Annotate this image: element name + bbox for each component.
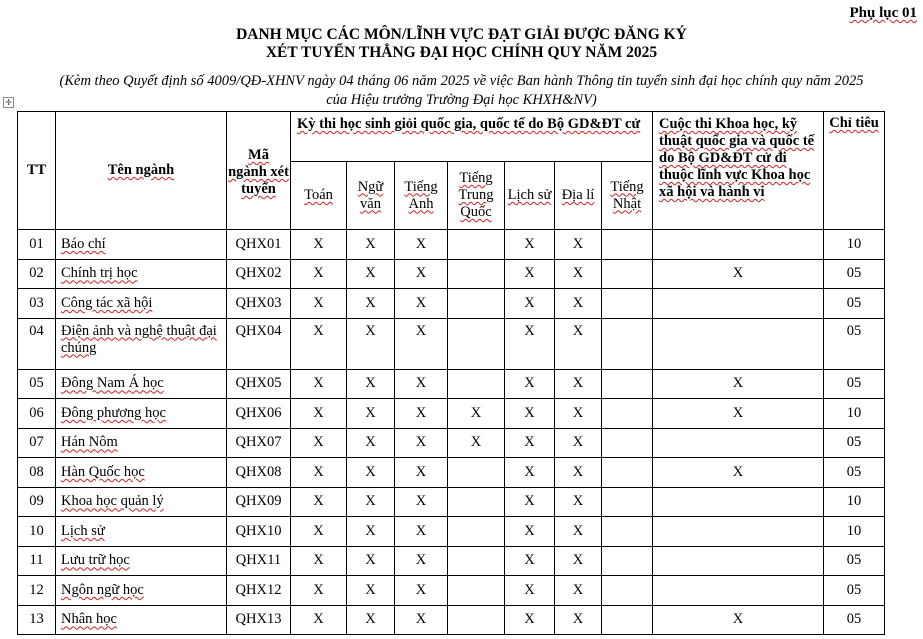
header-quota: Chỉ tiêu bbox=[824, 112, 885, 230]
table-row bbox=[18, 230, 885, 260]
subject-mark: X bbox=[395, 369, 448, 399]
table-row bbox=[18, 576, 885, 606]
science-contest-mark bbox=[653, 487, 824, 517]
subject-mark: X bbox=[395, 318, 448, 369]
table-row bbox=[18, 517, 885, 547]
subject-mark: X bbox=[505, 369, 555, 399]
row-number: 04 bbox=[18, 318, 56, 369]
major-code: QHX01 bbox=[227, 230, 291, 260]
major-name: Đông Nam Á học bbox=[56, 369, 227, 399]
subject-mark bbox=[448, 369, 505, 399]
subject-mark: X bbox=[347, 399, 395, 429]
subject-mark: X bbox=[505, 428, 555, 458]
header-subject: Toán bbox=[291, 162, 347, 230]
subject-mark bbox=[602, 576, 653, 606]
row-number: 08 bbox=[18, 458, 56, 488]
science-contest-mark bbox=[653, 576, 824, 606]
table-row bbox=[18, 428, 885, 458]
major-name: Lưu trữ học bbox=[56, 546, 227, 576]
appendix-label: Phụ lục 01 bbox=[849, 5, 917, 21]
header-subject: Địa lí bbox=[555, 162, 602, 230]
subtitle-line2: của Hiệu trưởng Trường Đại học KHXH&NV) bbox=[326, 92, 597, 108]
major-name: Nhân học bbox=[56, 605, 227, 635]
table-row bbox=[18, 318, 885, 369]
header-subject: Lịch sử bbox=[505, 162, 555, 230]
subject-mark: X bbox=[395, 546, 448, 576]
quota-value: 05 bbox=[824, 546, 885, 576]
major-code: QHX05 bbox=[227, 369, 291, 399]
major-name: Điện ảnh và nghệ thuật đại chúng bbox=[56, 318, 227, 369]
subject-mark: X bbox=[347, 576, 395, 606]
subject-mark: X bbox=[505, 458, 555, 488]
table-row bbox=[18, 259, 885, 289]
subject-mark: X bbox=[291, 369, 347, 399]
header-major-code: Mã ngành xét tuyển bbox=[227, 112, 291, 230]
science-contest-mark: X bbox=[653, 369, 824, 399]
subject-mark: X bbox=[555, 517, 602, 547]
science-contest-mark: X bbox=[653, 605, 824, 635]
major-code: QHX03 bbox=[227, 289, 291, 319]
move-handle-icon[interactable]: ✛ bbox=[3, 97, 14, 108]
science-contest-mark: X bbox=[653, 399, 824, 429]
subject-mark: X bbox=[555, 259, 602, 289]
row-number: 12 bbox=[18, 576, 56, 606]
subject-mark: X bbox=[395, 230, 448, 260]
header-tt: TT bbox=[18, 112, 56, 230]
quota-value: 05 bbox=[824, 289, 885, 319]
major-name: Báo chí bbox=[56, 230, 227, 260]
document-title-line1: DANH MỤC CÁC MÔN/LĨNH VỰC ĐẠT GIẢI ĐƯỢC ĐĂNG KÝ bbox=[236, 26, 687, 43]
major-code: QHX04 bbox=[227, 318, 291, 369]
row-number: 02 bbox=[18, 259, 56, 289]
header-subject: Ngữ văn bbox=[347, 162, 395, 230]
subject-mark bbox=[448, 605, 505, 635]
subject-mark: X bbox=[505, 576, 555, 606]
row-number: 09 bbox=[18, 487, 56, 517]
subject-mark bbox=[448, 289, 505, 319]
subject-mark bbox=[448, 487, 505, 517]
subject-mark bbox=[602, 428, 653, 458]
header-national-contest: Kỳ thi học sinh giỏi quốc gia, quốc tế do Bộ GD&ĐT cử bbox=[291, 112, 653, 162]
science-contest-mark: X bbox=[653, 259, 824, 289]
subject-mark bbox=[448, 458, 505, 488]
subject-mark: X bbox=[347, 259, 395, 289]
subject-mark: X bbox=[291, 318, 347, 369]
subject-mark bbox=[602, 259, 653, 289]
quota-value: 05 bbox=[824, 369, 885, 399]
row-number: 13 bbox=[18, 605, 56, 635]
table-body bbox=[18, 230, 885, 635]
quota-value: 05 bbox=[824, 259, 885, 289]
subject-mark: X bbox=[395, 259, 448, 289]
subject-mark bbox=[448, 259, 505, 289]
row-number: 10 bbox=[18, 517, 56, 547]
subject-mark: X bbox=[555, 399, 602, 429]
major-code: QHX07 bbox=[227, 428, 291, 458]
major-code: QHX09 bbox=[227, 487, 291, 517]
subject-mark: X bbox=[555, 289, 602, 319]
header-science-contest: Cuộc thi Khoa học, kỹ thuật quốc gia và quốc tế do Bộ GD&ĐT cử đi thuộc lĩnh vực Khoa học xã hội và hành vi bbox=[653, 112, 824, 230]
subject-mark: X bbox=[555, 428, 602, 458]
subject-mark bbox=[602, 517, 653, 547]
subject-mark: X bbox=[505, 230, 555, 260]
major-code: QHX11 bbox=[227, 546, 291, 576]
header-major-name: Tên ngành bbox=[56, 112, 227, 230]
subject-mark: X bbox=[505, 605, 555, 635]
subject-mark: X bbox=[555, 605, 602, 635]
subject-mark bbox=[602, 289, 653, 319]
quota-value: 05 bbox=[824, 318, 885, 369]
subject-mark: X bbox=[347, 289, 395, 319]
header-subject: Tiếng Trung Quốc bbox=[448, 162, 505, 230]
subject-mark: X bbox=[347, 605, 395, 635]
table-row bbox=[18, 399, 885, 429]
science-contest-mark bbox=[653, 517, 824, 547]
science-contest-mark bbox=[653, 230, 824, 260]
subject-mark bbox=[602, 369, 653, 399]
table-row bbox=[18, 289, 885, 319]
row-number: 01 bbox=[18, 230, 56, 260]
subject-mark bbox=[602, 230, 653, 260]
subject-mark: X bbox=[555, 318, 602, 369]
subject-mark: X bbox=[555, 230, 602, 260]
subtitle-line1: (Kèm theo Quyết định số 4009/QĐ-XHNV ngày 04 tháng 06 năm 2025 về việc Ban hành Thông tin tuyển sinh đại học chính quy năm 2025 bbox=[59, 73, 864, 89]
science-contest-mark: X bbox=[653, 458, 824, 488]
subject-mark bbox=[602, 399, 653, 429]
major-name: Công tác xã hội bbox=[56, 289, 227, 319]
header-subject: Tiếng Nhật bbox=[602, 162, 653, 230]
subject-mark: X bbox=[395, 487, 448, 517]
subject-mark bbox=[448, 318, 505, 369]
subject-mark: X bbox=[505, 399, 555, 429]
table-row bbox=[18, 369, 885, 399]
subject-mark bbox=[448, 230, 505, 260]
subject-mark: X bbox=[395, 428, 448, 458]
science-contest-mark bbox=[653, 289, 824, 319]
table-row bbox=[18, 458, 885, 488]
subject-mark: X bbox=[347, 230, 395, 260]
table-row bbox=[18, 546, 885, 576]
subject-mark: X bbox=[448, 428, 505, 458]
subject-mark: X bbox=[505, 318, 555, 369]
document-title-line2: XÉT TUYỂN THẲNG ĐẠI HỌC CHÍNH QUY NĂM 2025 bbox=[265, 44, 658, 61]
quota-value: 05 bbox=[824, 576, 885, 606]
subject-mark: X bbox=[505, 546, 555, 576]
major-code: QHX06 bbox=[227, 399, 291, 429]
subject-mark bbox=[602, 318, 653, 369]
subject-mark: X bbox=[505, 487, 555, 517]
subject-mark: X bbox=[291, 487, 347, 517]
subject-mark: X bbox=[448, 399, 505, 429]
subject-mark: X bbox=[291, 576, 347, 606]
subject-mark: X bbox=[291, 458, 347, 488]
science-contest-mark bbox=[653, 546, 824, 576]
subject-mark: X bbox=[291, 289, 347, 319]
subject-mark: X bbox=[291, 259, 347, 289]
subject-mark: X bbox=[395, 517, 448, 547]
quota-value: 05 bbox=[824, 605, 885, 635]
quota-value: 05 bbox=[824, 428, 885, 458]
subject-mark: X bbox=[291, 230, 347, 260]
quota-value: 10 bbox=[824, 517, 885, 547]
major-code: QHX12 bbox=[227, 576, 291, 606]
major-code: QHX08 bbox=[227, 458, 291, 488]
major-name: Ngôn ngữ học bbox=[56, 576, 227, 606]
subject-mark: X bbox=[291, 605, 347, 635]
subject-mark: X bbox=[347, 458, 395, 488]
major-name: Đông phương học bbox=[56, 399, 227, 429]
quota-value: 10 bbox=[824, 399, 885, 429]
major-name: Lịch sử bbox=[56, 517, 227, 547]
table-row bbox=[18, 605, 885, 635]
subject-mark bbox=[602, 546, 653, 576]
subject-mark: X bbox=[347, 517, 395, 547]
subject-mark: X bbox=[291, 517, 347, 547]
subject-mark: X bbox=[291, 399, 347, 429]
subject-mark: X bbox=[505, 259, 555, 289]
major-code: QHX02 bbox=[227, 259, 291, 289]
subject-mark: X bbox=[555, 369, 602, 399]
subject-mark: X bbox=[395, 289, 448, 319]
row-number: 06 bbox=[18, 399, 56, 429]
subject-mark: X bbox=[291, 546, 347, 576]
subject-mark: X bbox=[555, 576, 602, 606]
subject-mark bbox=[602, 487, 653, 517]
science-contest-mark bbox=[653, 318, 824, 369]
quota-value: 05 bbox=[824, 458, 885, 488]
subject-mark bbox=[602, 605, 653, 635]
major-name: Hàn Quốc học bbox=[56, 458, 227, 488]
row-number: 03 bbox=[18, 289, 56, 319]
subject-mark: X bbox=[555, 487, 602, 517]
major-name: Hán Nôm bbox=[56, 428, 227, 458]
subject-mark: X bbox=[291, 428, 347, 458]
subject-mark: X bbox=[555, 546, 602, 576]
document-subtitle bbox=[0, 72, 923, 110]
quota-value: 10 bbox=[824, 230, 885, 260]
major-code: QHX13 bbox=[227, 605, 291, 635]
subject-mark bbox=[602, 458, 653, 488]
row-number: 05 bbox=[18, 369, 56, 399]
subject-mark: X bbox=[347, 428, 395, 458]
quota-value: 10 bbox=[824, 487, 885, 517]
subject-mark: X bbox=[347, 487, 395, 517]
subject-mark: X bbox=[555, 458, 602, 488]
row-number: 07 bbox=[18, 428, 56, 458]
subject-mark: X bbox=[347, 369, 395, 399]
table-row bbox=[18, 487, 885, 517]
subject-mark: X bbox=[505, 517, 555, 547]
subject-mark: X bbox=[395, 576, 448, 606]
subject-mark: X bbox=[395, 399, 448, 429]
major-name: Khoa học quản lý bbox=[56, 487, 227, 517]
major-code: QHX10 bbox=[227, 517, 291, 547]
subject-mark: X bbox=[395, 605, 448, 635]
admission-table bbox=[17, 111, 885, 635]
science-contest-mark bbox=[653, 428, 824, 458]
header-subject: Tiếng Anh bbox=[395, 162, 448, 230]
subject-mark: X bbox=[505, 289, 555, 319]
subject-mark bbox=[448, 576, 505, 606]
subject-mark: X bbox=[395, 458, 448, 488]
subject-mark: X bbox=[347, 318, 395, 369]
subject-mark: X bbox=[347, 546, 395, 576]
row-number: 11 bbox=[18, 546, 56, 576]
subject-mark bbox=[448, 517, 505, 547]
major-name: Chính trị học bbox=[56, 259, 227, 289]
subject-mark bbox=[448, 546, 505, 576]
